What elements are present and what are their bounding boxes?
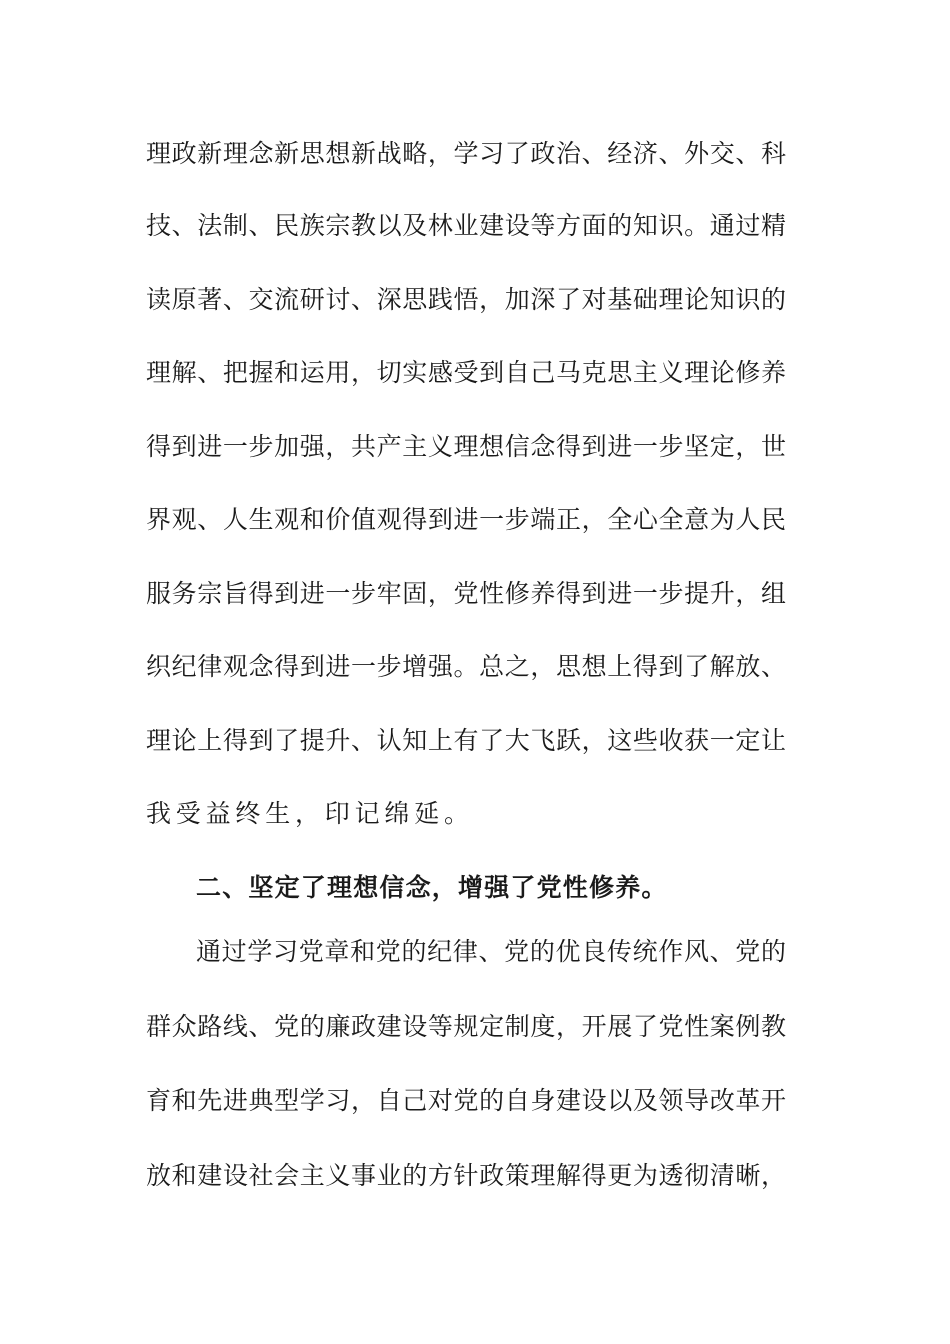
paragraph-line: 育和先进典型学习，自己对党的自身建设以及领导改革开 [146,1086,786,1115]
section-heading: 二、坚定了理想信念，增强了党性修养。 [196,873,668,902]
paragraph-line: 服务宗旨得到进一步牢固，党性修养得到进一步提升，组 [146,579,786,608]
paragraph-line: 群众路线、党的廉政建设等规定制度，开展了党性案例教 [146,1012,786,1041]
paragraph-line: 得到进一步加强，共产主义理想信念得到进一步坚定，世 [146,432,786,461]
paragraph-line: 理解、把握和运用，切实感受到自己马克思主义理论修养 [146,358,786,387]
paragraph-line: 理论上得到了提升、认知上有了大飞跃，这些收获一定让 [146,726,786,755]
paragraph-line: 技、法制、民族宗教以及林业建设等方面的知识。通过精 [146,211,786,240]
paragraph-line: 通过学习党章和党的纪律、党的优良传统作风、党的 [196,937,786,966]
paragraph-line: 放和建设社会主义事业的方针政策理解得更为透彻清晰， [146,1161,786,1190]
paragraph-line: 我受益终生，印记绵延。 [146,799,474,828]
paragraph-line: 读原著、交流研讨、深思践悟，加深了对基础理论知识的 [146,285,786,314]
paragraph-line: 织纪律观念得到进一步增强。总之，思想上得到了解放、 [146,652,786,681]
paragraph-line: 理政新理念新思想新战略，学习了政治、经济、外交、科 [146,139,786,168]
paragraph-line: 界观、人生观和价值观得到进一步端正，全心全意为人民 [146,505,786,534]
